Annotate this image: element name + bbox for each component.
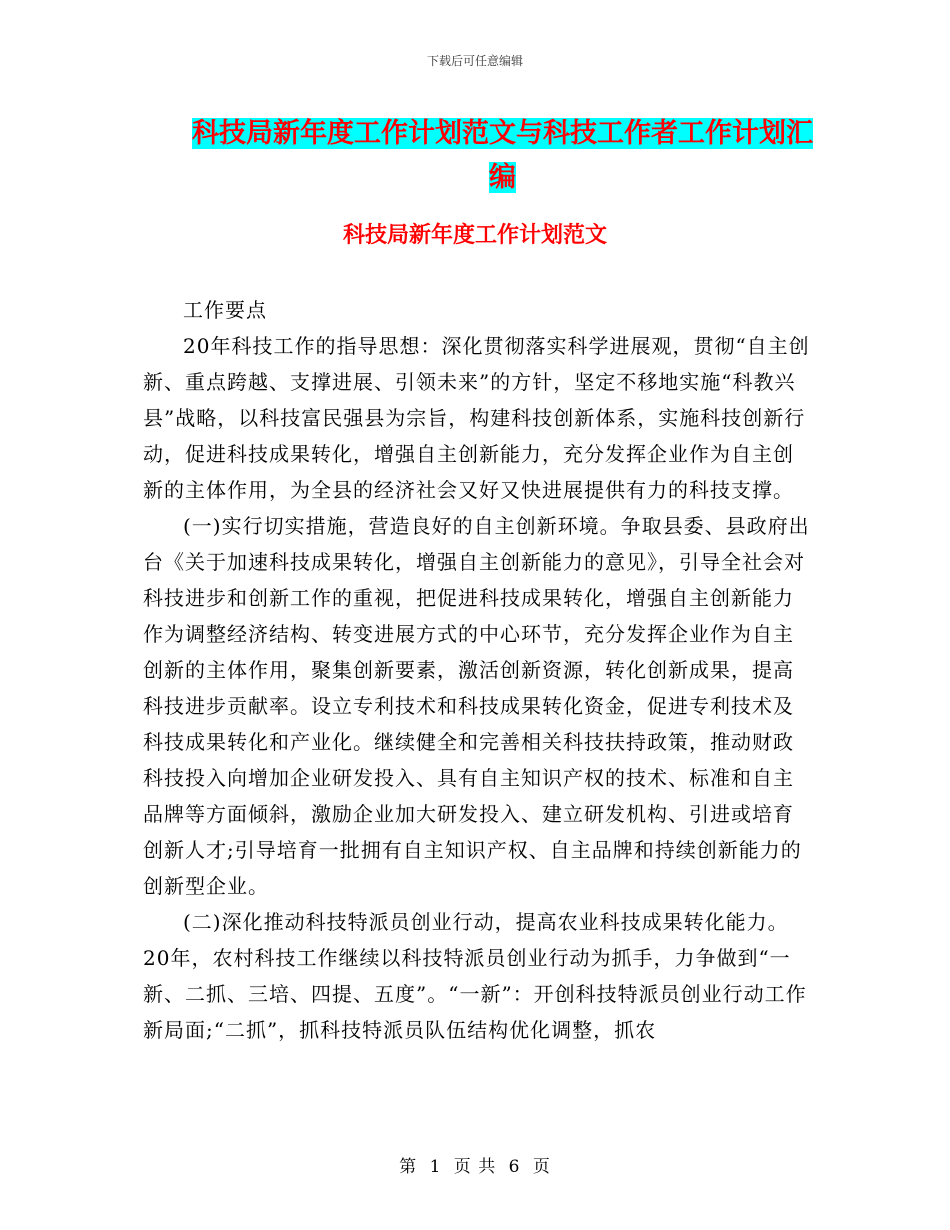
- document-title-text: 科技局新年度工作计划范文与科技工作者工作计划汇编: [192, 118, 813, 193]
- document-title: [190, 112, 815, 200]
- paragraph: 20年科技工作的指导思想：深化贯彻落实科学进展观，贯彻“自主创新、重点跨越、支撑进展、引领未来”的方针，坚定不移地实施“科教兴县”战略，以科技富民强县为宗旨，构建科技创新体系，实施科技创新行动，促进科技成果转化，增强自主创新能力，充分发挥企业作为自主创新的主体作用，为全县的经济社会又好又快进展提供有力的科技支撑。: [143, 334, 810, 502]
- total-pages-number: 6: [508, 1157, 521, 1177]
- document-body: [143, 292, 811, 1048]
- paragraph: 工作要点: [183, 298, 267, 322]
- footer-middle: 页 共: [453, 1157, 497, 1177]
- section-title: 科技局新年度工作计划范文: [342, 223, 607, 248]
- header-note: 下载后可任意编辑: [426, 54, 523, 68]
- current-page-number: 1: [429, 1157, 442, 1177]
- footer-prefix: 第: [399, 1157, 418, 1177]
- page-footer: [0, 1152, 950, 1177]
- paragraph: (二)深化推动科技特派员创业行动，提高农业科技成果转化能力。20年，农村科技工作继续以科技特派员创业行动为抓手，力争做到“一新、二抓、三培、四提、五度”。“一新”：开创科技特派员创业行动工作新局面;“二抓”，抓科技特派员队伍结构优化调整，抓农: [143, 910, 807, 1042]
- paragraph: (一)实行切实措施，营造良好的自主创新环境。争取县委、县政府出台《关于加速科技成果转化，增强自主创新能力的意见》，引导全社会对科技进步和创新工作的重视，把促进科技成果转化，增强自主创新能力作为调整经济结构、转变进展方式的中心环节，充分发挥企业作为自主创新的主体作用，聚集创新要素，激活创新资源，转化创新成果，提高科技进步贡献率。设立专利技术和科技成果转化资金，促进专利技术及科技成果转化和产业化。继续健全和完善相关科技扶持政策，推动财政科技投入向增加企业研发投入、具有自主知识产权的技术、标准和自主品牌等方面倾斜，激励企业加大研发投入、建立研发机构、引进或培育创新人才;引导培育一批拥有自主知识产权、自主品牌和持续创新能力的创新型企业。: [143, 514, 810, 898]
- footer-suffix: 页: [532, 1157, 551, 1177]
